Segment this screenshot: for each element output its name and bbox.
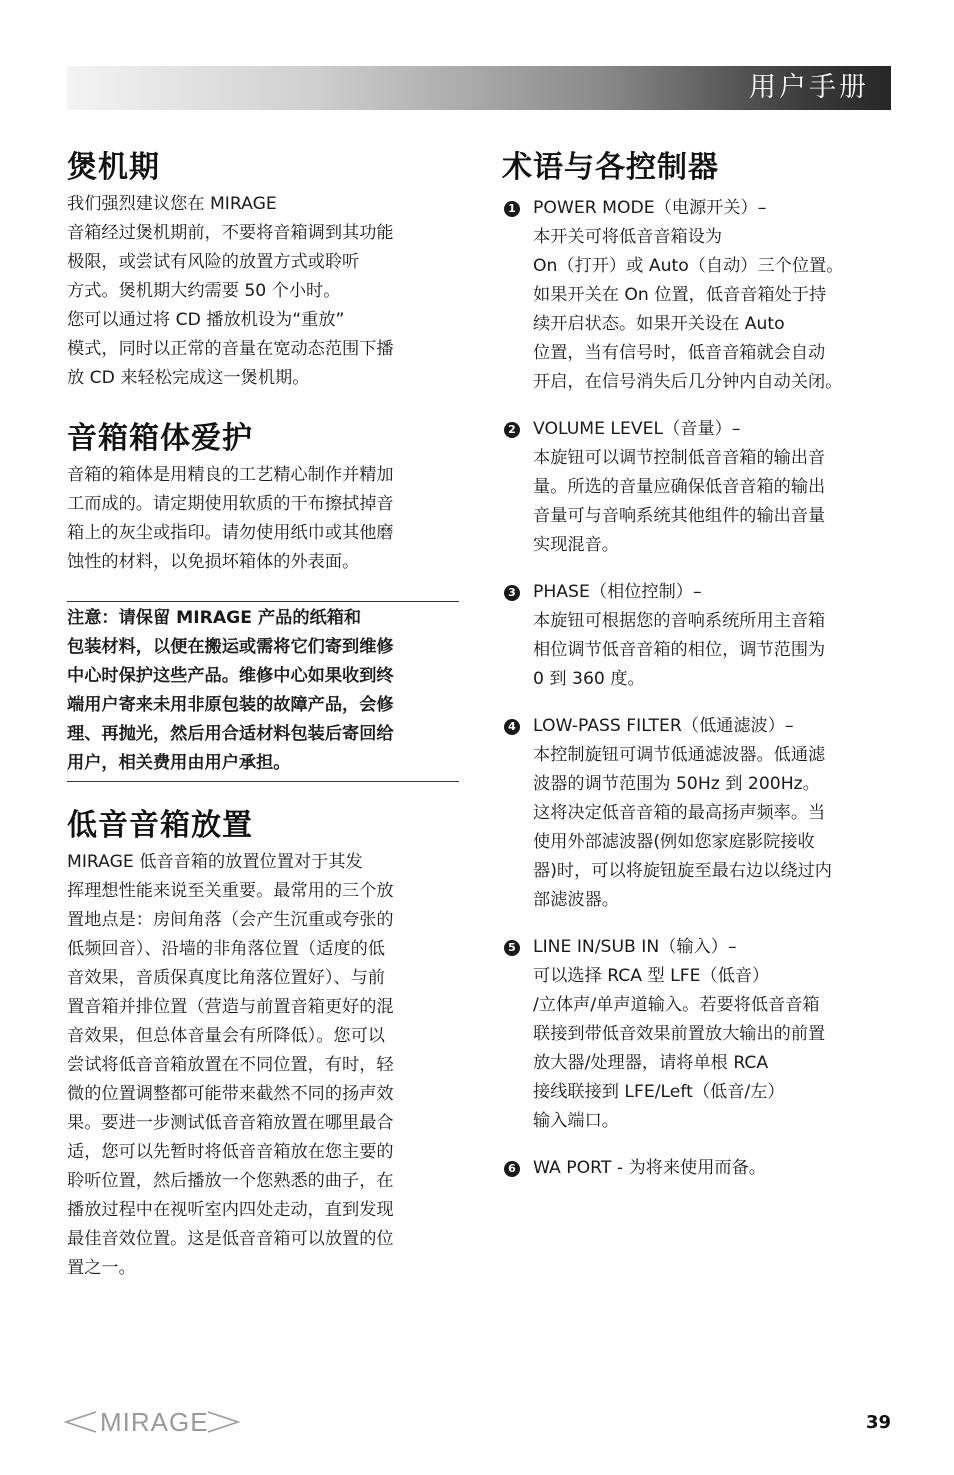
text-line: 续开启状态。如果开关设在 Auto	[533, 314, 785, 334]
header-title: 用户手册	[749, 72, 869, 103]
text-line: 接线联接到 LFE/Left（低音/左）	[533, 1082, 785, 1102]
text-line: 端用户寄来未用非原包装的故障产品，会修	[67, 695, 394, 715]
notice-body	[67, 604, 459, 778]
section-placement	[67, 804, 459, 1283]
text-line: 低频回音）、沿墙的非角落位置（适度的低	[67, 939, 385, 959]
text-line: 波器的调节范围为 50Hz 到 200Hz。	[533, 774, 820, 794]
text-line: 音效果，音质保真度比角落位置好）、与前	[67, 968, 385, 988]
section-heading: 术语与各控制器	[502, 150, 719, 185]
header-bar	[67, 66, 891, 110]
section-heading: 低音音箱放置	[67, 808, 253, 843]
text-line: 置音箱并排位置（营造与前置音箱更好的混	[67, 997, 394, 1017]
control-item-line-in	[502, 933, 892, 1136]
text-line: LOW-PASS FILTER（低通滤波）–	[533, 716, 794, 736]
text-line: POWER MODE（电源开关）–	[533, 198, 767, 218]
text-line: 模式，同时以正常的音量在宽动态范围下播	[67, 339, 394, 359]
number-badge: 1	[504, 201, 520, 217]
item-body	[533, 415, 892, 560]
text-line: 音量可与音响系统其他组件的输出音量	[533, 506, 826, 526]
text-line: 最佳音效位置。这是低音音箱可以放置的位	[67, 1229, 394, 1249]
text-line: 这将决定低音音箱的最高扬声频率。当	[533, 803, 826, 823]
section-body	[67, 190, 459, 393]
number-badge: 3	[504, 585, 520, 601]
text-line: 音箱的箱体是用精良的工艺精心制作并精加	[67, 465, 394, 485]
text-line: WA PORT - 为将来使用而备。	[533, 1158, 766, 1178]
section-heading: 音箱箱体爱护	[67, 421, 253, 456]
text-line: 置之一。	[67, 1258, 136, 1278]
text-line: 尝试将低音音箱放置在不同位置，有时，轻	[67, 1055, 394, 1075]
text-line: 用户，相关费用由用户承担。	[67, 753, 291, 773]
text-line: 挥理想性能来说至关重要。最常用的三个放	[67, 881, 394, 901]
text-line: 本控制旋钮可调节低通滤波器。低通滤	[533, 745, 826, 765]
number-badge: 2	[504, 422, 520, 438]
text-line: 您可以通过将 CD 播放机设为“重放”	[67, 310, 345, 330]
section-cabinet-care	[67, 417, 459, 577]
text-line: 我们强烈建议您在 MIRAGE	[67, 194, 277, 214]
text-line: VOLUME LEVEL（音量）–	[533, 419, 741, 439]
control-item-phase	[502, 578, 892, 694]
text-line: 输入端口。	[533, 1111, 619, 1131]
control-item-power-mode	[502, 194, 892, 397]
right-column	[502, 146, 892, 1201]
text-line: 本旋钮可以调节控制低音音箱的输出音	[533, 448, 826, 468]
text-line: 部滤波器。	[533, 890, 619, 910]
text-line: 箱上的灰尘或指印。请勿使用纸巾或其他磨	[67, 523, 394, 543]
text-line: 果。要进一步测试低音音箱放置在哪里最合	[67, 1113, 394, 1133]
text-line: 相位调节低音音箱的相位，调节范围为	[533, 640, 826, 660]
section-heading: 煲机期	[67, 150, 160, 185]
text-line: 中心时保护这些产品。维修中心如果收到终	[67, 666, 394, 686]
text-line: 音效果，但总体音量会有所降低）。您可以	[67, 1026, 385, 1046]
text-line: 可以选择 RCA 型 LFE（低音）	[533, 966, 770, 986]
text-line: 微的位置调整都可能带来截然不同的扬声效	[67, 1084, 394, 1104]
text-line: 使用外部滤波器(例如您家庭影院接收	[533, 832, 815, 852]
text-line: 开启，在信号消失后几分钟内自动关闭。	[533, 372, 843, 392]
number-badge: 5	[504, 940, 520, 956]
text-line: /立体声/单声道输入。若要将低音音箱	[533, 995, 820, 1015]
mirage-logo-text: MIRAGE	[100, 1407, 209, 1437]
text-line: LINE IN/SUB IN（输入）–	[533, 937, 737, 957]
text-line: 蚀性的材料，以免损坏箱体的外表面。	[67, 552, 360, 572]
text-line: 放 CD 来轻松完成这一煲机期。	[67, 368, 310, 388]
text-line: MIRAGE 低音音箱的放置位置对于其发	[67, 852, 363, 872]
text-line: 方式。煲机期大约需要 50 个小时。	[67, 281, 341, 301]
item-body	[533, 933, 892, 1136]
text-line: 实现混音。	[533, 535, 619, 555]
number-badge: 6	[504, 1161, 520, 1177]
page-number: 39	[866, 1412, 892, 1433]
item-body	[533, 578, 892, 694]
text-line: 器)时，可以将旋钮旋至最右边以绕过内	[533, 861, 832, 881]
text-line: 如果开关在 On 位置，低音音箱处于持	[533, 285, 827, 305]
section-body	[67, 461, 459, 577]
text-line: 位置，当有信号时，低音音箱就会自动	[533, 343, 826, 363]
text-line: 播放过程中在视听室内四处走动，直到发现	[67, 1200, 394, 1220]
text-line: 音箱经过煲机期前，不要将音箱调到其功能	[67, 223, 394, 243]
text-line: 联接到带低音效果前置放大输出的前置	[533, 1024, 826, 1044]
text-line: 本旋钮可根据您的音响系统所用主音箱	[533, 611, 826, 631]
text-line: 放大器/处理器，请将单根 RCA	[533, 1053, 769, 1073]
text-line: 聆听位置，然后播放一个您熟悉的曲子，在	[67, 1171, 394, 1191]
text-line: 理、再抛光，然后用合适材料包装后寄回给	[67, 724, 394, 744]
text-line: 极限，或尝试有风险的放置方式或聆听	[67, 252, 360, 272]
section-break-in	[67, 146, 459, 393]
text-line: On（打开）或 Auto（自动）三个位置。	[533, 256, 844, 276]
control-item-volume-level	[502, 415, 892, 560]
item-body	[533, 1154, 892, 1183]
item-body	[533, 712, 892, 915]
text-line: 适，您可以先暂时将低音音箱放在您主要的	[67, 1142, 394, 1162]
text-line: 本开关可将低音音箱设为	[533, 227, 723, 247]
item-body	[533, 194, 892, 397]
section-body	[67, 848, 459, 1283]
control-item-low-pass-filter	[502, 712, 892, 915]
text-line: 0 到 360 度。	[533, 669, 645, 689]
control-item-wa-port	[502, 1154, 892, 1183]
text-line: 置地点是：房间角落（会产生沉重或夸张的	[67, 910, 394, 930]
left-column	[67, 146, 459, 1307]
number-badge: 4	[504, 719, 520, 735]
notice-box	[67, 601, 459, 782]
text-line: 量。所选的音量应确保低音音箱的输出	[533, 477, 826, 497]
text-line: 工而成的。请定期使用软质的干布擦拭掉音	[67, 494, 394, 514]
text-line: PHASE（相位控制）–	[533, 582, 702, 602]
text-line: 注意：请保留 MIRAGE 产品的纸箱和	[67, 608, 362, 628]
text-line: 包装材料，以便在搬运或需将它们寄到维修	[67, 637, 394, 657]
